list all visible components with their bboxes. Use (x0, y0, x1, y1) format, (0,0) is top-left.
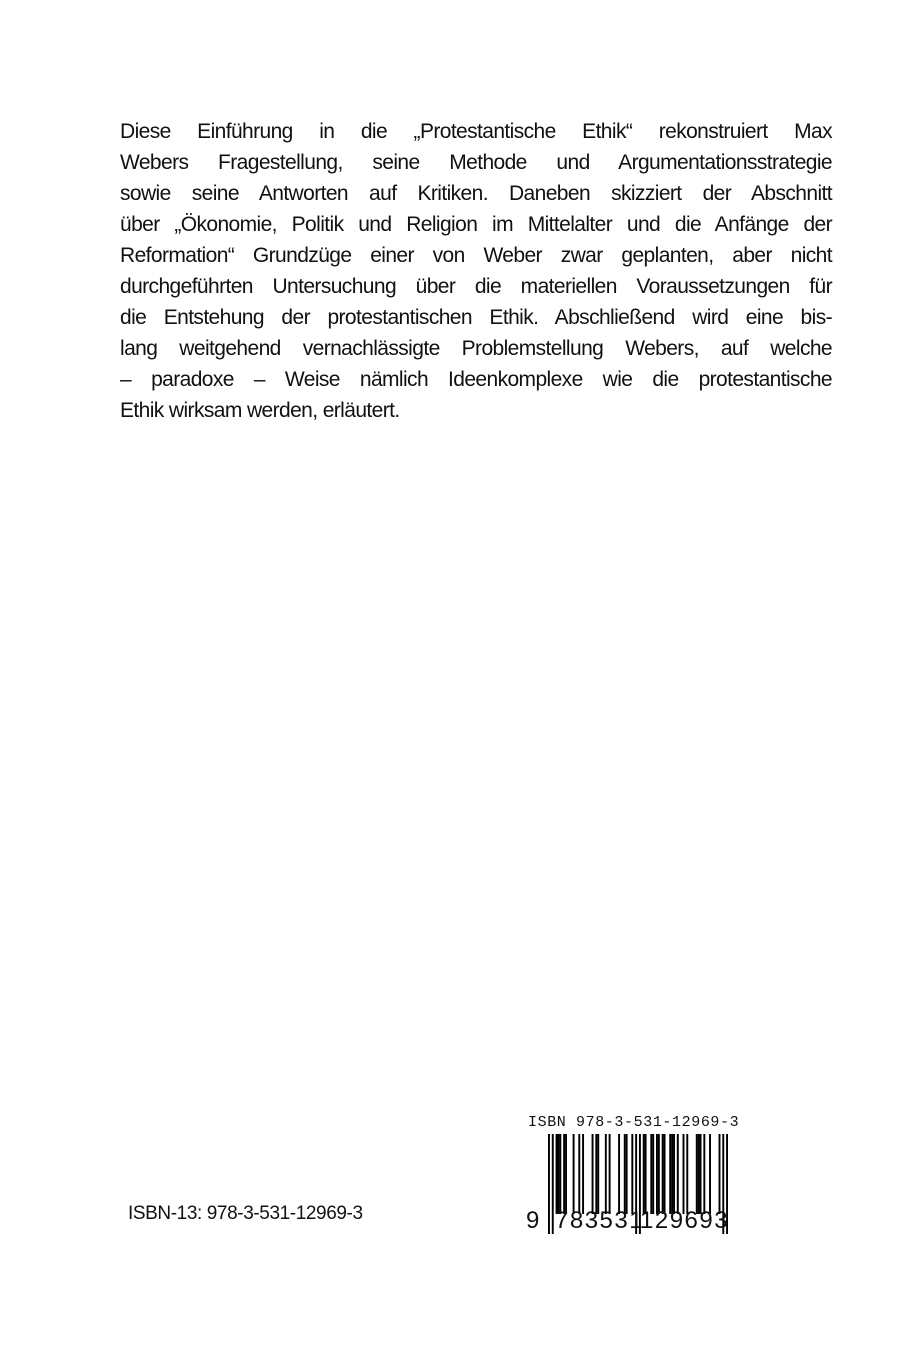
barcode-left-digits: 783531 (555, 1207, 645, 1234)
barcode-bar (709, 1134, 711, 1214)
barcode-bar (658, 1134, 660, 1214)
barcode-first-digit: 9 (526, 1207, 541, 1234)
barcode-bar (618, 1134, 620, 1214)
barcode-bar (557, 1134, 559, 1214)
barcode-bar (698, 1134, 700, 1214)
barcode-bar (671, 1134, 673, 1214)
barcode-bar (703, 1134, 705, 1214)
barcode-bar (565, 1134, 567, 1214)
barcode-bar (597, 1134, 599, 1214)
barcode-bar (700, 1134, 702, 1214)
blurb-line: lang weitgehend vernachlässigte Problemstellung Webers, auf welche (120, 337, 832, 360)
barcode-bar (673, 1134, 675, 1214)
barcode-right-digits: 129693 (640, 1207, 730, 1234)
barcode-bar (563, 1134, 565, 1214)
barcode-bar (559, 1134, 561, 1214)
barcode-bar (582, 1134, 584, 1214)
blurb-line: – paradoxe – Weise nämlich Ideenkomplexe wie die protestantische (120, 368, 832, 391)
barcode-bar (578, 1134, 580, 1214)
barcode-bar (605, 1134, 607, 1214)
barcode-bar (631, 1134, 633, 1214)
barcode-bar (650, 1134, 652, 1214)
barcode-bar (609, 1134, 611, 1214)
blurb-line: sowie seine Antworten auf Kritiken. Daneben skizziert der Abschnitt (120, 182, 832, 205)
barcode-bar (626, 1134, 628, 1214)
barcode-bar (662, 1134, 664, 1214)
blurb-line: durchgeführten Untersuchung über die materiellen Voraussetzungen für (120, 275, 832, 298)
barcode-bar (595, 1134, 597, 1214)
barcode-bar (645, 1134, 647, 1214)
barcode-bar (652, 1134, 654, 1214)
isbn-label: ISBN-13: 978-3-531-12969-3 (128, 1203, 363, 1224)
barcode-bar (643, 1134, 645, 1214)
barcode-bar (677, 1134, 679, 1214)
barcode-bar (664, 1134, 666, 1214)
barcode-bar (552, 1134, 554, 1234)
barcode-bar (696, 1134, 698, 1214)
barcode-bar (573, 1134, 575, 1214)
barcode-bar (683, 1134, 685, 1214)
isbn-barcode (525, 1114, 755, 1244)
blurb-line: die Entstehung der protestantischen Ethik. Abschließend wird eine bis- (120, 306, 832, 329)
barcode-bar (686, 1134, 688, 1214)
barcode-isbn-text: ISBN 978-3-531-12969-3 (528, 1114, 740, 1131)
blurb-line: Webers Fragestellung, seine Methode und Argumentationsstrategie (120, 151, 832, 174)
barcode-bar (624, 1134, 626, 1214)
blurb-line: Ethik wirksam werden, erläutert. (120, 399, 400, 422)
blurb-line: Diese Einführung in die „Protestantische Ethik“ rekonstruiert Max (120, 120, 832, 143)
barcode-bar (592, 1134, 594, 1214)
barcode-bar (556, 1134, 558, 1214)
blurb-line: über „Ökonomie, Politik und Religion im Mittelalter und die Anfänge der (120, 213, 832, 236)
barcode-bar (656, 1134, 658, 1214)
barcode-bar (719, 1134, 721, 1214)
barcode-bar (548, 1134, 550, 1234)
back-cover-blurb (120, 116, 832, 426)
blurb-line: Reformation“ Grundzüge einer von Weber zwar geplanten, aber nicht (120, 244, 832, 267)
barcode-bar (669, 1134, 671, 1214)
